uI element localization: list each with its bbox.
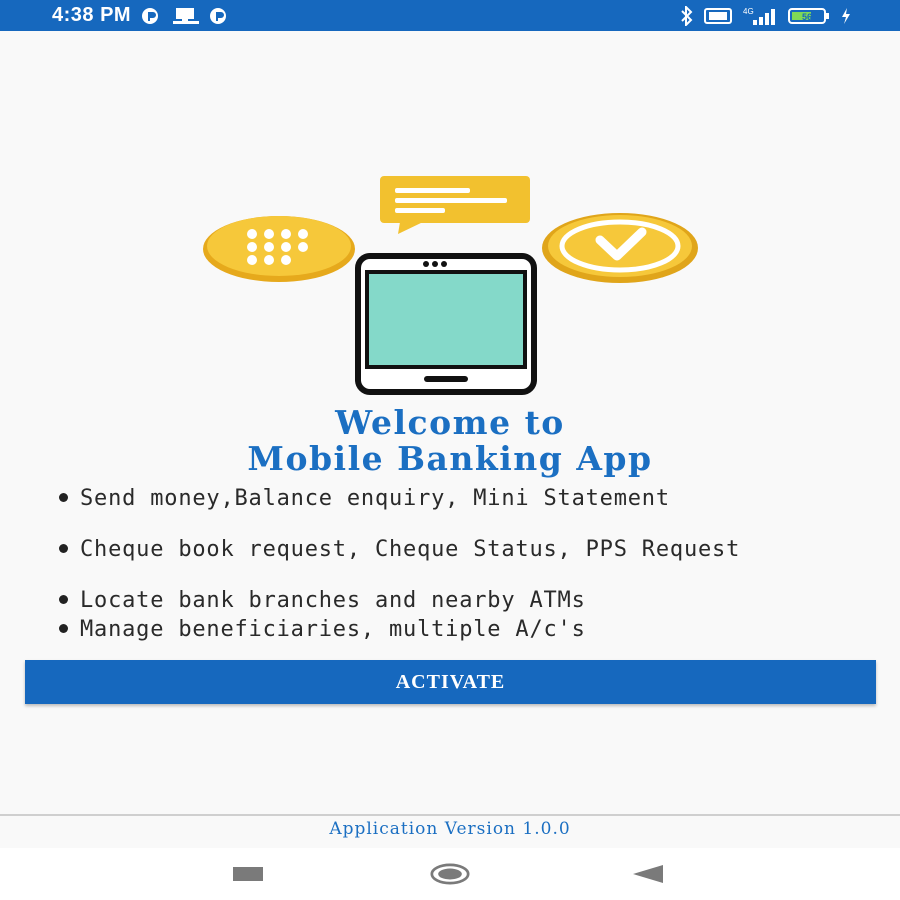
smartphone-icon: [358, 256, 534, 392]
battery-icon: [788, 7, 830, 25]
volte-icon: [704, 7, 732, 25]
navigation-bar: [0, 848, 900, 900]
welcome-line-1: Welcome to: [335, 403, 565, 442]
bullet-icon: [59, 595, 68, 604]
check-coin-icon: [542, 213, 698, 283]
feature-text: Send money,Balance enquiry, Mini Statement: [80, 486, 670, 511]
home-icon: [430, 862, 470, 886]
bluetooth-icon: [680, 6, 694, 26]
welcome-heading: [0, 405, 900, 477]
back-icon: [633, 865, 663, 883]
notification-icon-2: [209, 7, 231, 25]
feature-item: [57, 539, 877, 590]
keypad-coin-icon: [203, 216, 355, 282]
mobile-banking-illustration: [195, 170, 705, 400]
feature-item: [57, 590, 877, 619]
network-label: 4G: [743, 6, 754, 16]
activate-button[interactable]: ACTIVATE: [25, 660, 876, 704]
feature-text: Manage beneficiaries, multiple A/c's: [80, 617, 586, 642]
feature-text: Cheque book request, Cheque Status, PPS Request: [80, 537, 741, 562]
home-button[interactable]: [430, 860, 470, 888]
recents-button[interactable]: [228, 860, 268, 888]
bullet-icon: [59, 624, 68, 633]
charging-icon: [840, 7, 852, 25]
download-icon: [173, 7, 199, 25]
signal-icon: [742, 6, 778, 26]
feature-text: Locate bank branches and nearby ATMs: [80, 588, 586, 613]
chat-bubble-icon: [380, 176, 530, 234]
status-left: [52, 0, 231, 31]
notification-icon: [141, 7, 163, 25]
status-right: [680, 0, 852, 31]
feature-list: [57, 488, 877, 648]
status-bar: [0, 0, 900, 31]
bullet-icon: [59, 544, 68, 553]
battery-level: 56: [801, 11, 813, 22]
status-time: 4:38 PM: [52, 4, 132, 26]
bullet-icon: [59, 493, 68, 502]
back-button[interactable]: [628, 860, 668, 888]
app-version-label: Application Version 1.0.0: [329, 819, 571, 839]
welcome-line-2: Mobile Banking App: [247, 439, 653, 478]
feature-item: [57, 488, 877, 539]
feature-item: [57, 619, 877, 648]
footer-divider: [0, 814, 900, 816]
recents-icon: [233, 867, 263, 881]
